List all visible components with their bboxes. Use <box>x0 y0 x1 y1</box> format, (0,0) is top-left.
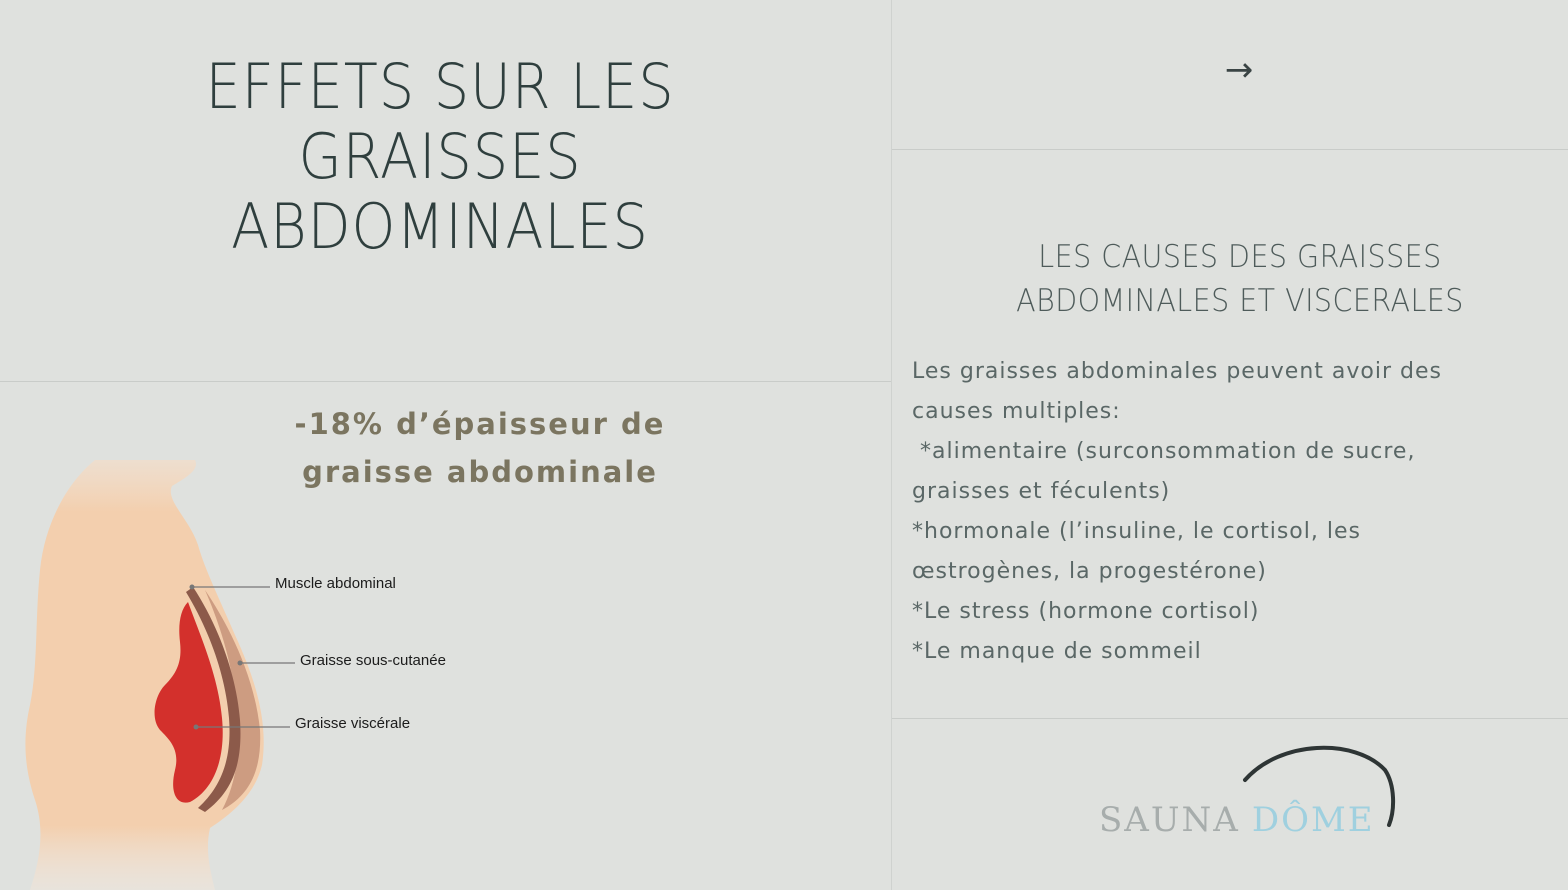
label-subcutaneous-fat: Graisse sous-cutanée <box>300 652 446 669</box>
causes-heading-line-2: ABDOMINALES ET VISCERALES <box>1016 283 1464 319</box>
logo-word-dome: DÔME <box>1251 800 1375 840</box>
causes-line-7: *Le stress (hormone cortisol) <box>912 599 1260 624</box>
muscle-marker <box>190 585 195 590</box>
causes-line-6: œstrogènes, la progestérone) <box>912 559 1267 584</box>
causes-line-5: *hormonale (l’insuline, le cortisol, les <box>912 519 1361 544</box>
causes-line-2: causes multiples: <box>912 399 1121 424</box>
subcutaneous-marker <box>238 661 243 666</box>
causes-line-1: Les graisses abdominales peuvent avoir des <box>912 359 1442 384</box>
causes-line-8: *Le manque de sommeil <box>912 639 1202 664</box>
arrow-right-icon[interactable]: → <box>1224 50 1254 90</box>
abdomen-illustration <box>0 450 520 890</box>
right-top-divider <box>892 149 1568 150</box>
logo-wordmark <box>1099 800 1375 840</box>
right-bottom-divider <box>892 718 1568 719</box>
page-title <box>134 52 746 262</box>
left-horizontal-divider <box>0 381 891 382</box>
logo-word-sauna: SAUNA <box>1099 800 1240 840</box>
stat-line-2: graisse abdominale <box>302 455 658 489</box>
stat-line-1: -18% d’épaisseur de <box>294 407 666 441</box>
label-visceral-fat: Graisse viscérale <box>295 715 411 732</box>
title-line-1: EFFETS SUR LES <box>205 50 675 123</box>
vertical-divider <box>891 0 892 890</box>
title-line-3: ABDOMINALES <box>231 190 649 263</box>
causes-heading <box>955 235 1525 323</box>
label-muscle-abdominal: Muscle abdominal <box>275 575 396 592</box>
causes-heading-line-1: LES CAUSES DES GRAISSES <box>1038 239 1442 275</box>
causes-text <box>912 352 1542 672</box>
causes-line-3: *alimentaire (surconsommation de sucre, <box>912 439 1416 464</box>
abdomen-diagram <box>0 450 520 890</box>
causes-line-4: graisses et féculents) <box>912 479 1171 504</box>
sauna-dome-logo <box>1095 740 1405 850</box>
title-line-2: GRAISSES <box>298 120 582 193</box>
visceral-marker <box>194 725 199 730</box>
